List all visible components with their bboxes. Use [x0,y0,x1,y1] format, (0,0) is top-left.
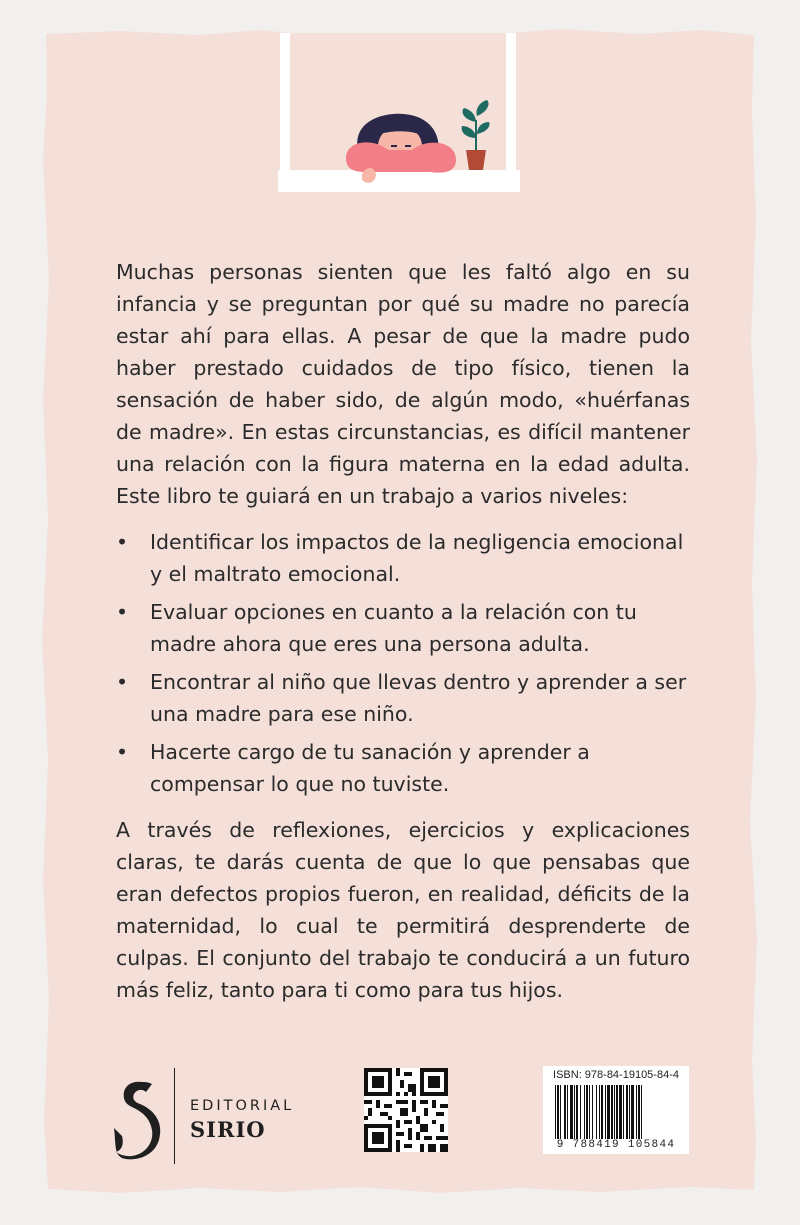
isbn-label: ISBN: 978-84-19105-84-4 [553,1069,679,1081]
qr-code-icon [364,1068,448,1152]
barcode-bar [557,1085,559,1139]
list-item: • Evaluar opciones en cuanto a la relación con tu madre ahora que eres una persona adulta. [116,596,690,660]
isbn-barcode [543,1066,689,1154]
bullet-list [116,526,690,800]
barcode-bar [611,1085,613,1139]
barcode-bar [616,1085,618,1139]
barcode-bar [574,1085,575,1139]
bullet-icon: • [116,740,129,764]
barcode-bar [592,1085,593,1139]
bullet-icon: • [116,530,129,554]
barcode-bar [614,1085,615,1139]
barcode-bar [576,1085,578,1139]
barcode-bar [605,1085,606,1139]
barcode-bar [564,1085,566,1139]
barcode-bar [626,1085,628,1139]
barcode-bar [619,1085,622,1139]
barcode-bar [596,1085,597,1139]
barcode-bar [560,1085,561,1139]
barcode-bar [589,1085,590,1139]
barcode-bar [570,1085,573,1139]
list-item: • Encontrar al niño que llevas dentro y aprender a ser una madre para ese niño. [116,666,690,730]
publisher-line1: EDITORIAL [190,1098,295,1114]
logo-divider [174,1068,175,1164]
barcode-bar [580,1085,581,1139]
list-item: • Identificar los impactos de la negligencia emocional y el maltrato emocional. [116,526,690,590]
publisher-line2: SIRIO [190,1117,266,1142]
barcode-bar [636,1085,637,1139]
barcode-bar [607,1085,610,1139]
outro-paragraph: A través de reflexiones, ejercicios y explicaciones claras, te darás cuenta de que lo que pensabas que eran defectos propios fueron, en realidad, déficits de la maternidad, lo cual te permitirá desprenderte de culpas. El conjunto del trabajo te conducirá a un futuro más feliz, tanto para ti como para tus hijos. [116,818,690,1002]
barcode-bar [623,1085,624,1139]
barcode-digits: 9 788419 105844 [556,1139,676,1151]
back-cover-blurb [116,256,690,1006]
bullet-icon: • [116,670,129,694]
bullet-icon: • [116,600,129,624]
swan-logo-icon [112,1078,164,1160]
barcode-bar [599,1085,600,1139]
list-item: • Hacerte cargo de tu sanación y aprender a compensar lo que no tuviste. [116,736,690,800]
barcode-bar [629,1085,630,1139]
barcode-bar [584,1085,585,1139]
intro-paragraph: Muchas personas sienten que les faltó algo en su infancia y se preguntan por qué su madre no parecía estar ahí para ellas. A pesar de que la madre pudo haber prestado cuidados de tipo físico, tienen la sensación de haber sido, de algún modo, «huérfanas de madre». En estas circunstancias, es difícil mantener una relación con la figura materna en la edad adulta. Este libro te guiará en un trabajo a varios niveles: [116,260,690,508]
publisher-logo [112,1068,312,1168]
barcode-bar [601,1085,603,1139]
barcode-bar [638,1085,640,1139]
barcode-bar [586,1085,588,1139]
barcode-bars [553,1085,683,1139]
barcode-bar [641,1085,642,1139]
barcode-bar [567,1085,568,1139]
barcode-bar [631,1085,634,1139]
barcode-bar [555,1085,556,1139]
